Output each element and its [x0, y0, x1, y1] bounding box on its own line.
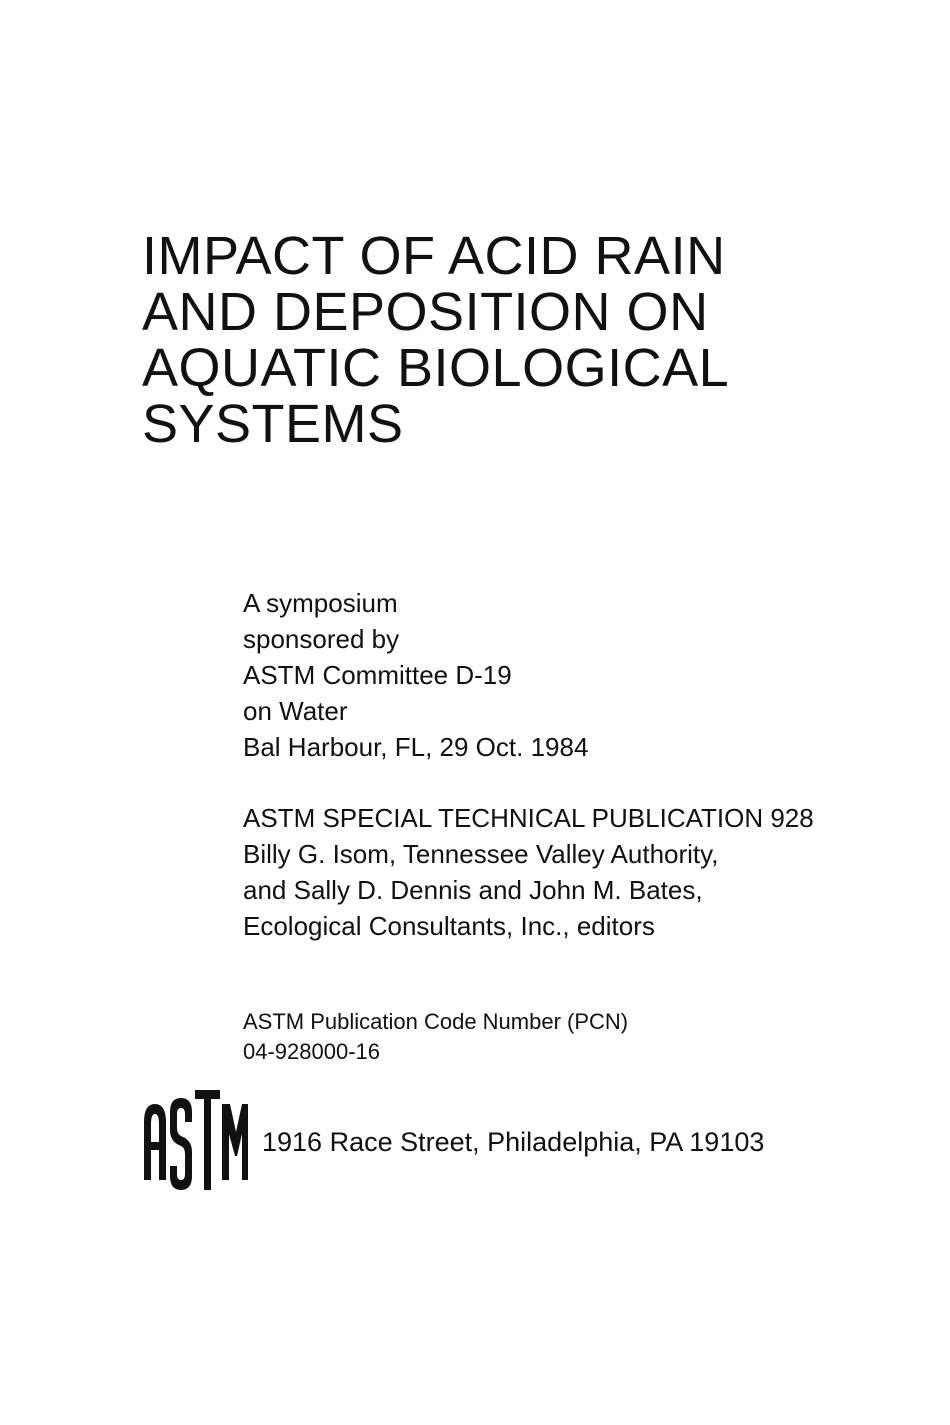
- astm-logo-icon: [140, 1082, 250, 1194]
- publication-info: [243, 800, 923, 944]
- symposium-line: on Water: [243, 696, 348, 726]
- publication-line: ASTM SPECIAL TECHNICAL PUBLICATION 928: [243, 803, 814, 833]
- pcn-line: ASTM Publication Code Number (PCN): [243, 1009, 629, 1034]
- symposium-line: Bal Harbour, FL, 29 Oct. 1984: [243, 732, 589, 762]
- publisher-address: 1916 Race Street, Philadelphia, PA 19103: [262, 1127, 765, 1157]
- title-line: SYSTEMS: [142, 394, 404, 454]
- title-line: IMPACT OF ACID RAIN: [142, 226, 726, 286]
- symposium-info: [243, 585, 883, 765]
- symposium-line: A symposium: [243, 588, 398, 618]
- title-line: AQUATIC BIOLOGICAL: [142, 338, 730, 398]
- symposium-line: ASTM Committee D-19: [243, 660, 512, 690]
- pcn-number: 04-928000-16: [243, 1039, 381, 1064]
- pcn-info: [243, 1007, 883, 1067]
- publication-line: Billy G. Isom, Tennessee Valley Authority,: [243, 839, 719, 869]
- publication-line: and Sally D. Dennis and John M. Bates,: [243, 875, 703, 905]
- book-title: [142, 228, 842, 452]
- symposium-line: sponsored by: [243, 624, 400, 654]
- publication-line: Ecological Consultants, Inc., editors: [243, 911, 655, 941]
- title-line: AND DEPOSITION ON: [142, 282, 709, 342]
